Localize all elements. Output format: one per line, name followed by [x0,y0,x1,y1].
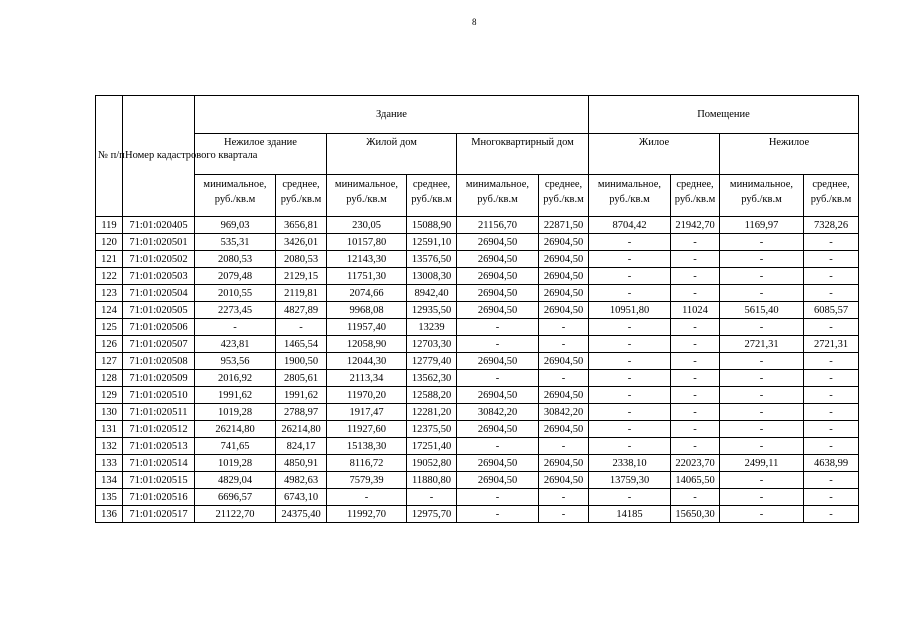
kadastr-number: 71:01:020505 [123,302,195,319]
kadastr-number: 71:01:020507 [123,336,195,353]
group-header-zdanie: Здание [195,96,589,134]
unit-avg: среднее, руб./кв.м [671,175,720,217]
price-cell: - [804,370,859,387]
price-cell: - [671,421,720,438]
price-cell: 12588,20 [407,387,457,404]
price-cell: 21156,70 [457,217,539,234]
table-row [96,506,859,523]
row-number: 134 [96,472,123,489]
price-cell: - [195,319,276,336]
price-cell: 4827,89 [276,302,327,319]
kadastr-number: 71:01:020502 [123,251,195,268]
price-cell: 26904,50 [539,472,589,489]
table-body [96,217,859,523]
price-cell: 26214,80 [195,421,276,438]
price-cell: - [804,404,859,421]
unit-min: минимальное, руб./кв.м [720,175,804,217]
price-cell: 26904,50 [539,387,589,404]
unit-avg: среднее, руб./кв.м [539,175,589,217]
price-cell: 4982,63 [276,472,327,489]
price-cell: 969,03 [195,217,276,234]
price-cell: 535,31 [195,234,276,251]
price-cell: - [720,472,804,489]
price-cell: 14185 [589,506,671,523]
price-cell: 26904,50 [457,472,539,489]
table-row [96,421,859,438]
price-cell: 12058,90 [327,336,407,353]
price-cell: 2338,10 [589,455,671,472]
row-number: 123 [96,285,123,302]
price-cell: - [457,489,539,506]
price-cell: 2080,53 [195,251,276,268]
row-number: 130 [96,404,123,421]
row-number: 129 [96,387,123,404]
price-cell: 26904,50 [457,251,539,268]
price-cell: - [804,472,859,489]
price-cell: 12044,30 [327,353,407,370]
price-cell: - [804,387,859,404]
price-cell: - [804,438,859,455]
table-row [96,234,859,251]
price-cell: 12779,40 [407,353,457,370]
table-row [96,404,859,421]
price-cell: - [589,404,671,421]
price-cell: 22871,50 [539,217,589,234]
price-cell: 12143,30 [327,251,407,268]
kadastr-number: 71:01:020515 [123,472,195,489]
price-cell: 2721,31 [804,336,859,353]
price-cell: 26904,50 [539,421,589,438]
unit-min: минимальное, руб./кв.м [195,175,276,217]
row-number: 127 [96,353,123,370]
price-cell: 17251,40 [407,438,457,455]
price-cell: 11970,20 [327,387,407,404]
price-cell: 26904,50 [457,455,539,472]
price-cell: - [671,319,720,336]
price-cell: 11992,70 [327,506,407,523]
price-cell: - [457,438,539,455]
price-cell: 26904,50 [457,421,539,438]
price-cell: 22023,70 [671,455,720,472]
price-cell: 8116,72 [327,455,407,472]
price-cell: 1917,47 [327,404,407,421]
price-cell: 26904,50 [539,455,589,472]
unit-avg: среднее, руб./кв.м [276,175,327,217]
price-cell: 1900,50 [276,353,327,370]
page-number: 8 [472,17,477,27]
price-cell: - [720,353,804,370]
table-row [96,472,859,489]
price-cell: - [671,438,720,455]
price-cell: - [589,353,671,370]
price-cell: - [539,438,589,455]
price-cell: 24375,40 [276,506,327,523]
price-cell: - [589,251,671,268]
price-cell: 7328,26 [804,217,859,234]
price-cell: - [804,268,859,285]
price-cell: 26904,50 [539,302,589,319]
row-number: 119 [96,217,123,234]
price-cell: 6696,57 [195,489,276,506]
table-row [96,387,859,404]
price-cell: 26904,50 [457,234,539,251]
price-cell: - [589,234,671,251]
price-cell: 26904,50 [539,285,589,302]
price-cell: 15088,90 [407,217,457,234]
price-cell: 30842,20 [539,404,589,421]
table-row [96,217,859,234]
kadastr-number: 71:01:020508 [123,353,195,370]
price-cell: 1991,62 [195,387,276,404]
kadastr-number: 71:01:020513 [123,438,195,455]
price-cell: - [804,353,859,370]
price-cell: - [720,506,804,523]
kadastr-number: 71:01:020510 [123,387,195,404]
table-row [96,370,859,387]
price-cell: 11024 [671,302,720,319]
price-cell: - [539,370,589,387]
price-cell: - [539,489,589,506]
price-cell: 15650,30 [671,506,720,523]
table-row [96,268,859,285]
price-cell: 11927,60 [327,421,407,438]
price-cell: 2273,45 [195,302,276,319]
price-cell: - [720,370,804,387]
price-cell: 2499,11 [720,455,804,472]
price-cell: - [720,285,804,302]
kadastr-number: 71:01:020514 [123,455,195,472]
price-table [95,95,859,523]
price-cell: 741,65 [195,438,276,455]
price-cell: 953,56 [195,353,276,370]
price-cell: - [539,319,589,336]
price-cell: - [457,370,539,387]
unit-min: минимальное, руб./кв.м [589,175,671,217]
price-cell: 21942,70 [671,217,720,234]
price-cell: - [589,319,671,336]
price-cell: 423,81 [195,336,276,353]
price-cell: - [671,234,720,251]
kadastr-number: 71:01:020501 [123,234,195,251]
price-cell: 6085,57 [804,302,859,319]
price-cell: - [720,319,804,336]
price-cell: 13759,30 [589,472,671,489]
price-cell: 824,17 [276,438,327,455]
price-cell: - [327,489,407,506]
price-cell: - [589,336,671,353]
table-row [96,336,859,353]
price-cell: 10157,80 [327,234,407,251]
price-cell: - [804,285,859,302]
price-cell: 2788,97 [276,404,327,421]
kadastr-number: 71:01:020503 [123,268,195,285]
table-row [96,438,859,455]
price-cell: 2721,31 [720,336,804,353]
price-cell: 26904,50 [457,387,539,404]
row-number: 124 [96,302,123,319]
price-cell: 26904,50 [457,353,539,370]
price-cell: - [671,285,720,302]
price-cell: 26904,50 [457,268,539,285]
table-row [96,319,859,336]
price-cell: 8942,40 [407,285,457,302]
price-cell: 2080,53 [276,251,327,268]
price-cell: - [671,336,720,353]
price-cell: 15138,30 [327,438,407,455]
price-cell: 2010,55 [195,285,276,302]
price-cell: - [539,506,589,523]
price-cell: - [589,370,671,387]
price-cell: - [457,506,539,523]
price-cell: 13562,30 [407,370,457,387]
price-cell: - [720,489,804,506]
price-cell: - [720,387,804,404]
group-header-pomeshchenie: Помещение [589,96,859,134]
price-cell: 26904,50 [539,251,589,268]
price-cell: - [804,506,859,523]
price-cell: 13576,50 [407,251,457,268]
price-cell: 6743,10 [276,489,327,506]
price-cell: - [589,438,671,455]
price-cell: 9968,08 [327,302,407,319]
table-row [96,285,859,302]
price-cell: 1465,54 [276,336,327,353]
price-cell: - [804,234,859,251]
price-cell: 21122,70 [195,506,276,523]
price-cell: 2805,61 [276,370,327,387]
price-cell: - [589,489,671,506]
row-number: 128 [96,370,123,387]
price-cell: - [589,421,671,438]
price-cell: 2113,34 [327,370,407,387]
price-cell: - [720,234,804,251]
price-cell: - [407,489,457,506]
price-cell: - [671,370,720,387]
subgroup-nezhiloe-zdanie: Нежилое здание [195,134,327,175]
row-number: 136 [96,506,123,523]
price-cell: - [671,489,720,506]
unit-avg: среднее, руб./кв.м [804,175,859,217]
price-cell: 2129,15 [276,268,327,285]
price-cell: 13239 [407,319,457,336]
kadastr-number: 71:01:020506 [123,319,195,336]
table-row [96,302,859,319]
price-cell: - [539,336,589,353]
price-cell: - [671,268,720,285]
price-cell: 2016,92 [195,370,276,387]
kadastr-number: 71:01:020511 [123,404,195,421]
price-cell: 7579,39 [327,472,407,489]
kadastr-number: 71:01:020512 [123,421,195,438]
price-cell: 26904,50 [539,268,589,285]
kadastr-number: 71:01:020516 [123,489,195,506]
price-cell: 2079,48 [195,268,276,285]
table-row [96,251,859,268]
price-cell: - [804,319,859,336]
price-cell: 3656,81 [276,217,327,234]
price-cell: 13008,30 [407,268,457,285]
kadastr-number: 71:01:020504 [123,285,195,302]
price-cell: 2119,81 [276,285,327,302]
price-cell: 3426,01 [276,234,327,251]
unit-avg: среднее, руб./кв.м [407,175,457,217]
price-cell: - [720,421,804,438]
col-header-kadastr: Номер кадастрового квартала [123,96,195,217]
row-number: 121 [96,251,123,268]
row-number: 135 [96,489,123,506]
price-cell: - [457,336,539,353]
row-number: 125 [96,319,123,336]
price-cell: 5615,40 [720,302,804,319]
price-cell: 1169,97 [720,217,804,234]
unit-min: минимальное, руб./кв.м [457,175,539,217]
price-cell: 12591,10 [407,234,457,251]
col-header-num: № п/п [96,96,123,217]
price-cell: - [457,319,539,336]
price-cell: 1991,62 [276,387,327,404]
price-cell: - [276,319,327,336]
price-cell: 230,05 [327,217,407,234]
kadastr-number: 71:01:020509 [123,370,195,387]
price-cell: 11957,40 [327,319,407,336]
row-number: 132 [96,438,123,455]
price-cell: 1019,28 [195,404,276,421]
price-cell: 12703,30 [407,336,457,353]
price-cell: 11751,30 [327,268,407,285]
row-number: 133 [96,455,123,472]
price-cell: - [589,387,671,404]
kadastr-number: 71:01:020517 [123,506,195,523]
price-cell: 19052,80 [407,455,457,472]
subgroup-mnogokvartirny-dom: Многоквартирный дом [457,134,589,175]
row-number: 120 [96,234,123,251]
price-cell: - [804,489,859,506]
price-cell: - [720,438,804,455]
price-cell: 1019,28 [195,455,276,472]
price-cell: - [671,404,720,421]
subgroup-zhiloe: Жилое [589,134,720,175]
price-cell: 26904,50 [457,302,539,319]
price-cell: 8704,42 [589,217,671,234]
table-row [96,353,859,370]
price-cell: 26904,50 [539,234,589,251]
price-cell: - [671,251,720,268]
table-row [96,489,859,506]
kadastr-number: 71:01:020405 [123,217,195,234]
price-cell: 10951,80 [589,302,671,319]
row-number: 131 [96,421,123,438]
price-cell: - [804,251,859,268]
price-cell: 2074,66 [327,285,407,302]
price-cell: 4850,91 [276,455,327,472]
subgroup-nezhiloe: Нежилое [720,134,859,175]
row-number: 126 [96,336,123,353]
price-cell: - [671,353,720,370]
price-cell: 26904,50 [539,353,589,370]
price-cell: - [589,285,671,302]
price-cell: 4829,04 [195,472,276,489]
price-cell: 30842,20 [457,404,539,421]
price-cell: - [720,251,804,268]
price-cell: 26214,80 [276,421,327,438]
price-cell: - [804,421,859,438]
unit-min: минимальное, руб./кв.м [327,175,407,217]
price-cell: - [671,387,720,404]
price-cell: 14065,50 [671,472,720,489]
price-cell: 4638,99 [804,455,859,472]
price-cell: 26904,50 [457,285,539,302]
subgroup-zhiloy-dom: Жилой дом [327,134,457,175]
price-cell: 11880,80 [407,472,457,489]
table-row [96,455,859,472]
price-cell: - [720,404,804,421]
price-cell: 12375,50 [407,421,457,438]
price-cell: - [589,268,671,285]
row-number: 122 [96,268,123,285]
price-cell: 12281,20 [407,404,457,421]
price-cell: 12935,50 [407,302,457,319]
price-cell: 12975,70 [407,506,457,523]
price-cell: - [720,268,804,285]
